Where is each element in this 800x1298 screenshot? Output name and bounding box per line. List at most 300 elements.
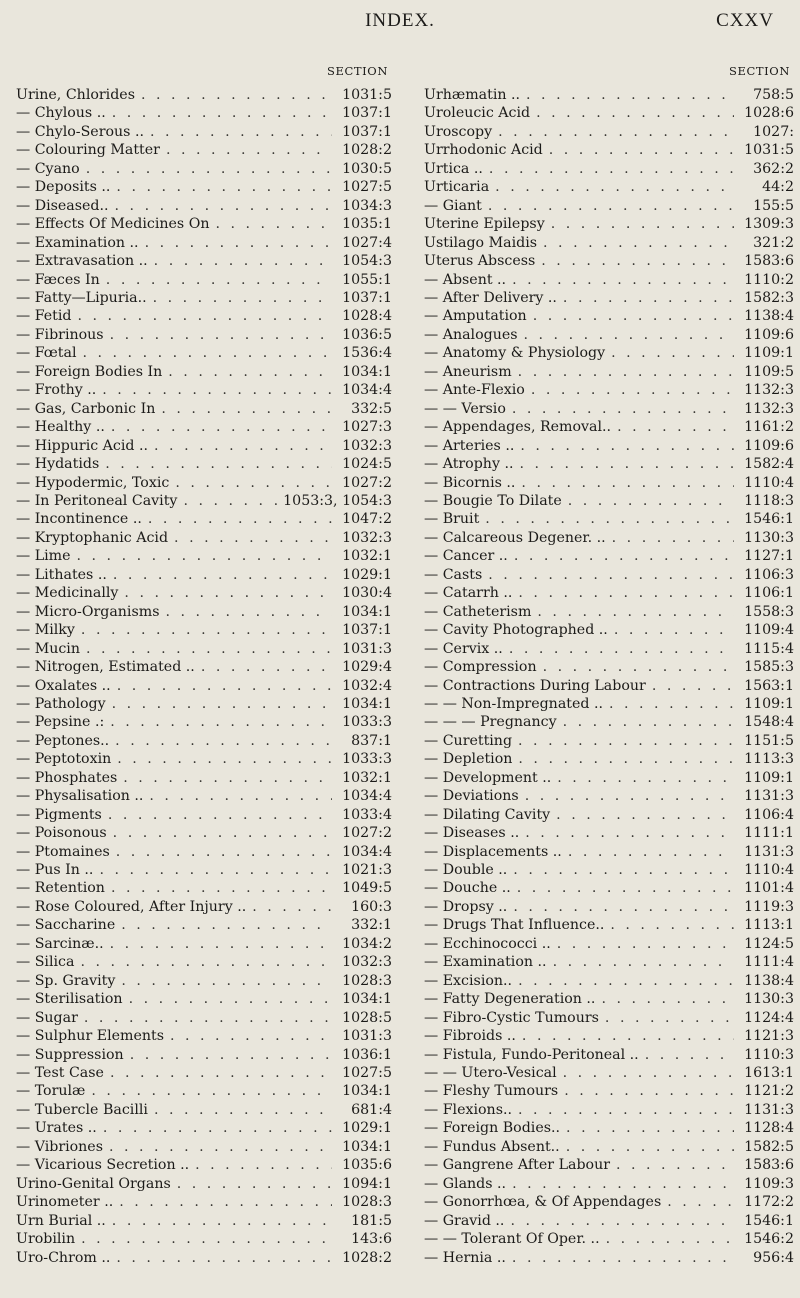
index-entry (424, 1138, 794, 1156)
dot-leader (111, 879, 332, 897)
dot-leader (518, 972, 734, 990)
index-entry (16, 806, 392, 824)
entry-term: — Milky (16, 622, 75, 639)
entry-section: 1033:4 (342, 806, 392, 823)
index-entry (424, 1009, 794, 1027)
section-heading: SECTION (327, 64, 388, 78)
index-entry (16, 344, 392, 362)
entry-term: Urine, Chlorides (16, 87, 135, 103)
dot-leader (77, 547, 332, 565)
entry-section: 1130:3 (744, 991, 794, 1008)
entry-term: — Chylous .. (16, 105, 106, 122)
entry-section: 1037:1 (342, 289, 392, 306)
dot-leader (514, 547, 734, 565)
entry-term: — Deposits .. (16, 179, 111, 196)
index-entry (424, 326, 794, 344)
dot-leader (605, 1009, 734, 1027)
entry-term: — Fatty Degeneration .. (424, 991, 596, 1008)
dot-leader (563, 713, 734, 731)
index-entry (16, 160, 392, 178)
entry-section: 1034:1 (342, 991, 392, 1008)
entry-section: 1124:4 (744, 1009, 794, 1026)
entry-term: — Arteries .. (424, 437, 515, 454)
dot-leader (77, 307, 332, 325)
dot-leader (557, 769, 734, 787)
index-entry (16, 123, 392, 141)
entry-section: 1028:6 (744, 105, 794, 122)
entry-section: 1172:2 (744, 1194, 794, 1211)
entry-section: 1030:5 (342, 160, 392, 177)
entry-term: — Kryptophanic Acid (16, 529, 169, 546)
dot-leader (612, 529, 734, 547)
dot-leader (645, 1046, 734, 1064)
entry-section: 1029:1 (342, 1120, 392, 1137)
dot-leader (170, 1027, 332, 1045)
entry-term: — Flexions.. (424, 1101, 512, 1118)
index-entry (424, 603, 794, 621)
entry-term: — Ptomaines (16, 843, 110, 860)
index-entry (16, 898, 392, 916)
entry-section: 1030:4 (342, 585, 392, 602)
index-entry (424, 455, 794, 473)
entry-term: — — Non-Impregnated .. (424, 695, 603, 712)
entry-section: 1034:1 (342, 1138, 392, 1155)
index-column-left (16, 64, 392, 1267)
index-entry (16, 437, 392, 455)
index-entry (424, 86, 794, 104)
index-entry (424, 160, 794, 178)
index-entry (16, 843, 392, 861)
dot-leader (103, 1119, 332, 1137)
dot-leader (105, 455, 332, 473)
entry-term: Uro-Chrom .. (16, 1249, 111, 1266)
dot-leader (99, 861, 332, 879)
entry-section: 1546:2 (744, 1231, 794, 1248)
dot-leader (616, 1156, 734, 1174)
entry-section: 1131:3 (744, 1101, 794, 1118)
entry-section: 332:5 (351, 400, 392, 417)
index-entry (424, 1101, 794, 1119)
index-entry (16, 307, 392, 325)
entry-term: — Fundus Absent.. (424, 1138, 560, 1155)
index-entry (16, 363, 392, 381)
entry-section: 155:5 (753, 197, 794, 214)
index-entry (424, 750, 794, 768)
index-entry (16, 1064, 392, 1082)
entry-term: — Lithates .. (16, 566, 107, 583)
entry-section: 1536:4 (342, 345, 392, 362)
dot-leader (124, 584, 332, 602)
entry-term: — Examination .. (424, 954, 547, 971)
entry-section: 1031:5 (342, 87, 392, 103)
entry-section: 1027: (753, 123, 794, 140)
entry-term: Uterine Epilepsy (424, 216, 545, 233)
entry-section: 1131:3 (744, 788, 794, 805)
dot-leader (112, 104, 332, 122)
index-entry (424, 732, 794, 750)
entry-term: — Dropsy .. (424, 898, 508, 915)
dot-leader (512, 271, 734, 289)
dot-leader (86, 640, 332, 658)
dot-leader (512, 1175, 734, 1193)
entry-section: 1028:2 (342, 142, 392, 159)
entry-section: 956:4 (753, 1249, 794, 1266)
dot-leader (110, 713, 332, 731)
entry-term: — Gonorrhœa, & Of Appendages (424, 1194, 662, 1211)
entry-term: — Casts (424, 566, 483, 583)
dot-leader (154, 252, 332, 270)
entry-section: 1138:4 (744, 972, 794, 989)
entry-section: 837:1 (351, 732, 392, 749)
dot-leader (541, 252, 734, 270)
dot-leader (518, 750, 734, 768)
entry-section: 1109:3 (744, 1175, 794, 1192)
dot-leader (252, 898, 332, 916)
entry-term: Urtica .. (424, 160, 483, 177)
entry-section: 1034:1 (342, 603, 392, 620)
index-entry (16, 326, 392, 344)
index-entry (424, 990, 794, 1008)
entry-section: 1106:4 (744, 806, 794, 823)
dot-leader (113, 824, 332, 842)
entry-section: 1127:1 (744, 548, 794, 565)
entry-term: — Absent .. (424, 271, 507, 288)
dot-leader (610, 916, 734, 934)
dot-leader (116, 843, 332, 861)
dot-leader (115, 197, 332, 215)
index-entry (16, 879, 392, 897)
dot-leader (175, 474, 332, 492)
entry-section: 1583:6 (744, 1157, 794, 1174)
entry-section: 1121:3 (744, 1028, 794, 1045)
index-entry (16, 1138, 392, 1156)
entry-term: — Sp. Gravity (16, 972, 116, 989)
index-entry (16, 695, 392, 713)
dot-leader (111, 418, 332, 436)
index-entry (424, 492, 794, 510)
entry-section: 1118:3 (744, 492, 794, 509)
entry-term: — Sulphur Elements (16, 1028, 164, 1045)
entry-section: 1130:3 (744, 529, 794, 546)
index-column-right (424, 64, 794, 1267)
index-entry (16, 418, 392, 436)
entry-section: 1029:4 (342, 659, 392, 676)
entry-term: — Diseases .. (424, 825, 520, 842)
entry-term: — Poisonous (16, 825, 107, 842)
entry-term: — Gravid .. (424, 1212, 505, 1229)
entry-term: — Anatomy & Physiology (424, 345, 606, 362)
entry-section: 160:3 (351, 898, 392, 915)
index-entry (424, 677, 794, 695)
index-entry (424, 344, 794, 362)
entry-term: — Excision.. (424, 972, 513, 989)
section-heading: SECTION (729, 64, 790, 78)
dot-leader (195, 1156, 332, 1174)
index-entry (424, 640, 794, 658)
entry-term: — Cancer .. (424, 548, 508, 565)
dot-leader (165, 603, 332, 621)
index-entry (424, 289, 794, 307)
dot-leader (154, 437, 332, 455)
index-entry (424, 1212, 794, 1230)
dot-leader (119, 1193, 332, 1211)
index-entry (424, 879, 794, 897)
dot-leader (113, 566, 332, 584)
dot-leader (525, 824, 734, 842)
entry-section: 1109:6 (744, 326, 794, 343)
index-entry (424, 1230, 794, 1248)
entry-term: Urticaria (424, 179, 490, 196)
entry-term: — Drugs That Influence.. (424, 917, 605, 934)
entry-term: — Fetid (16, 308, 72, 325)
entry-section: 1032:4 (342, 677, 392, 694)
index-entry (424, 1175, 794, 1193)
index-entry (424, 1249, 794, 1267)
index-entry (16, 529, 392, 547)
entry-section: 1563:1 (744, 677, 794, 694)
dot-leader (609, 695, 734, 713)
index-entry (424, 104, 794, 122)
entry-term: — — — Pregnancy (424, 714, 557, 731)
index-entry (16, 492, 392, 510)
entry-term: — Double .. (424, 862, 508, 879)
index-entry (424, 953, 794, 971)
entry-term: — Medicinally (16, 585, 119, 602)
entry-section: 1583:6 (744, 253, 794, 270)
dot-leader (177, 1175, 332, 1193)
index-entry (424, 381, 794, 399)
entry-section: 1028:5 (342, 1009, 392, 1026)
dot-leader (91, 1082, 332, 1100)
index-entry (16, 972, 392, 990)
entry-term: Urn Burial .. (16, 1212, 106, 1229)
entry-section: 1055:1 (342, 271, 392, 288)
dot-leader (498, 123, 734, 141)
entry-term: — Vibriones (16, 1138, 103, 1155)
entry-term: — Pepsine .: (16, 714, 105, 731)
dot-leader (563, 289, 734, 307)
index-entry (16, 1230, 392, 1248)
index-entry (16, 732, 392, 750)
entry-section: 1027:4 (342, 234, 392, 251)
dot-leader (543, 658, 734, 676)
index-entry (16, 1249, 392, 1267)
entry-term: Uterus Abscess (424, 253, 536, 270)
index-entry (16, 215, 392, 233)
dot-leader (518, 363, 734, 381)
entry-term: Urobilin (16, 1231, 76, 1248)
dot-leader (509, 640, 734, 658)
entry-section: 1124:5 (744, 935, 794, 952)
entry-section: 1110:4 (744, 474, 794, 491)
index-entry (424, 215, 794, 233)
index-entry (16, 141, 392, 159)
dot-leader (148, 510, 332, 528)
dot-leader (117, 677, 332, 695)
entry-section: 1027:2 (342, 474, 392, 491)
index-entry (424, 1027, 794, 1045)
index-entry (16, 603, 392, 621)
entry-term: — — Versio (424, 400, 506, 417)
entry-section: 1161:2 (744, 419, 794, 436)
entry-term: — Displacements .. (424, 843, 562, 860)
index-entry (424, 437, 794, 455)
dot-leader (533, 307, 734, 325)
entry-section: 1109:4 (744, 622, 794, 639)
entry-term: — Ante-Flexio (424, 382, 525, 399)
entry-term: — Suppression (16, 1046, 124, 1063)
dot-leader (563, 1064, 734, 1082)
entry-section: 1582:4 (744, 456, 794, 473)
dot-leader (129, 990, 332, 1008)
entry-section: 1034:4 (342, 382, 392, 399)
entry-section: 1032:3 (342, 954, 392, 971)
entry-section: 758:5 (753, 87, 794, 103)
entry-term: — Retention (16, 880, 105, 897)
entry-section: 181:5 (351, 1212, 392, 1229)
dot-leader (121, 916, 332, 934)
entry-section: 1113:3 (744, 751, 794, 768)
index-entry (424, 1046, 794, 1064)
entry-term: — Appendages, Removal.. (424, 419, 612, 436)
entry-section: 1138:4 (744, 308, 794, 325)
entry-term: Uroscopy (424, 123, 493, 140)
dot-leader (518, 584, 734, 602)
dot-leader (488, 566, 734, 584)
entry-section: 1109:6 (744, 437, 794, 454)
entry-term: Ustilago Maidis (424, 234, 538, 251)
index-entry (424, 252, 794, 270)
index-entry (16, 86, 392, 104)
entry-term: — Saccharine (16, 917, 116, 934)
entry-section: 1582:5 (744, 1138, 794, 1155)
entry-term: — Chylo-Serous .. (16, 123, 144, 140)
index-entry (424, 566, 794, 584)
entry-section: 1034:3 (342, 197, 392, 214)
entry-section: 1548:4 (744, 714, 794, 731)
entry-term: — Catheterism (424, 603, 532, 620)
entry-term: — Catarrh .. (424, 585, 513, 602)
entry-term: — Curetting (424, 732, 513, 749)
entry-term: — Incontinence .. (16, 511, 142, 528)
dot-leader (112, 1212, 332, 1230)
entry-term: — Hippuric Acid .. (16, 437, 149, 454)
dot-leader (110, 1064, 332, 1082)
dot-leader (116, 178, 332, 196)
entry-term: — After Delivery .. (424, 289, 557, 306)
dot-leader (109, 1138, 332, 1156)
index-entry (16, 1193, 392, 1211)
page-number: CXXV (716, 10, 774, 31)
dot-leader (513, 898, 734, 916)
entry-section: 1027:5 (342, 1065, 392, 1082)
entry-term: — Sarcinæ.. (16, 935, 104, 952)
entry-section: 1021:3 (342, 862, 392, 879)
entry-section: 1032:1 (342, 769, 392, 786)
index-entry (424, 861, 794, 879)
index-entry (16, 824, 392, 842)
entry-term: — Oxalates .. (16, 677, 111, 694)
entry-term: — Effects Of Medicines On (16, 216, 210, 233)
dot-leader (520, 437, 734, 455)
entry-section: 1111:4 (744, 954, 794, 971)
entry-section: 1034:1 (342, 363, 392, 380)
dot-leader (652, 677, 734, 695)
entry-term: — Cavity Photographed .. (424, 622, 608, 639)
index-entry (424, 584, 794, 602)
entry-section: 1109:1 (744, 769, 794, 786)
dot-leader (166, 141, 332, 159)
index-entry (16, 787, 392, 805)
dot-leader (106, 271, 332, 289)
dot-leader (80, 953, 332, 971)
entry-term: — Hernia .. (424, 1249, 506, 1266)
dot-leader (524, 326, 734, 344)
dot-leader (488, 197, 734, 215)
index-entry (16, 990, 392, 1008)
entry-term: — Bougie To Dilate (424, 492, 562, 509)
entry-section: 1031:3 (342, 1028, 392, 1045)
index-entry (16, 1156, 392, 1174)
entry-term: — Depletion (424, 751, 513, 768)
index-entry (16, 197, 392, 215)
dot-leader (154, 1101, 332, 1119)
index-entry (16, 1046, 392, 1064)
entry-term: — Extravasation .. (16, 253, 148, 270)
entry-section: 1027:5 (342, 179, 392, 196)
entry-term: — Rose Coloured, After Injury .. (16, 898, 247, 915)
entry-section: 1109:1 (744, 345, 794, 362)
index-entry (16, 289, 392, 307)
index-entry (16, 861, 392, 879)
entry-section: 1034:1 (342, 1083, 392, 1100)
entry-term: Urinometer .. (16, 1194, 114, 1211)
entry-section: 1558:3 (744, 603, 794, 620)
index-entry (424, 806, 794, 824)
entry-section: 1613:1 (744, 1065, 794, 1082)
index-entry (424, 1082, 794, 1100)
entry-term: — Bicornis .. (424, 474, 516, 491)
index-entry (424, 363, 794, 381)
entry-term: — Foreign Bodies In (16, 363, 163, 380)
entry-term: — Deviations (424, 788, 519, 805)
index-entry (424, 418, 794, 436)
dot-leader (510, 1212, 734, 1230)
dot-leader (150, 123, 332, 141)
index-entry (16, 1101, 392, 1119)
index-entry (424, 843, 794, 861)
entry-section: 1032:1 (342, 548, 392, 565)
entry-term: — Hydatids (16, 456, 100, 473)
index-entry (16, 1212, 392, 1230)
entry-term: — Nitrogen, Estimated .. (16, 659, 195, 676)
dot-leader (153, 289, 332, 307)
index-entry (16, 935, 392, 953)
entry-section: 1033:3 (342, 751, 392, 768)
index-entry (16, 1175, 392, 1193)
entry-section: 1151:5 (744, 732, 794, 749)
entry-term: — Bruit (424, 511, 480, 528)
entry-term: — Vicarious Secretion .. (16, 1157, 190, 1174)
entry-section: 1024:5 (342, 456, 392, 473)
entry-term: — — Tolerant Of Oper. .. (424, 1231, 600, 1248)
entry-section: 1028:2 (342, 1249, 392, 1266)
index-entry (16, 271, 392, 289)
dot-leader (549, 141, 734, 159)
entry-term: — Analogues (424, 326, 518, 343)
dot-leader (617, 418, 734, 436)
entry-section: 681:4 (351, 1101, 392, 1118)
